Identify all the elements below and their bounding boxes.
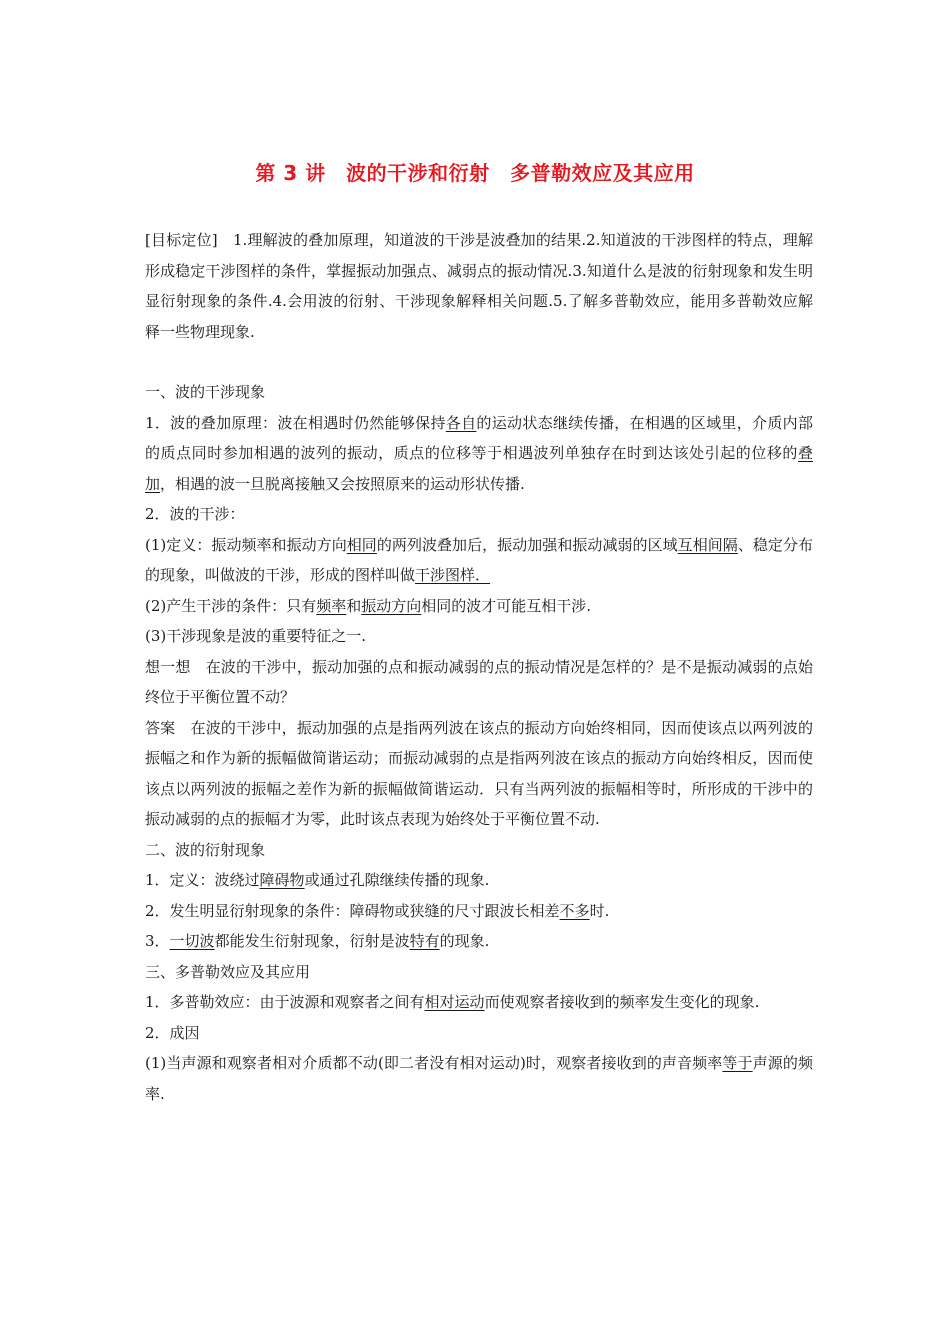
text: 2．发生明显衍射现象的条件：障碍物或狭缝的尺寸跟波长相差 <box>145 901 560 920</box>
text: 的现象. <box>439 932 490 950</box>
blank-answer: 不多 <box>559 901 590 920</box>
text: 1．波的叠加原理：波在相遇时仍然能够保持 <box>145 413 446 432</box>
section-heading-doppler: 三、多普勒效应及其应用 <box>145 962 311 981</box>
blank-answer: 相同 <box>346 535 377 554</box>
doppler-cause-heading: 2．成因 <box>145 1023 200 1042</box>
text: 和 <box>346 596 362 615</box>
blank-answer: 叠加 <box>145 444 813 493</box>
blank-answer: 干涉图样． <box>415 566 491 584</box>
text: 3． <box>145 932 170 950</box>
superposition-principle <box>145 408 813 500</box>
blank-answer: 各自 <box>445 413 477 432</box>
text: 的运动状态继续传播，在相遇的区域里，介质内部的质点同时参加相遇的波列的振动，质点的位移等于相遇波列单独存在时到达该处引起的位移的 <box>145 413 813 462</box>
interference-feature: (3)干涉现象是波的重要特征之一. <box>145 627 367 645</box>
doppler-cause-1 <box>145 1048 813 1109</box>
think-question: 想一想 在波的干涉中，振动加强的点和振动减弱的点的振动情况是怎样的？是不是振动减弱的点始终位于平衡位置不动？ <box>145 657 813 706</box>
blank-answer: 相对运动 <box>424 993 485 1011</box>
diffraction-universality <box>145 926 813 957</box>
section-heading-diffraction: 二、波的衍射现象 <box>145 840 266 859</box>
document-body <box>145 225 813 1109</box>
text: 或通过孔隙继续传播的现象. <box>304 871 490 889</box>
learning-objectives: [目标定位] 1.理解波的叠加原理，知道波的干涉是波叠加的结果.2.知道波的干涉图样的特点，理解形成稳定干涉图样的条件，掌握振动加强点、减弱点的振动情况.3.知道什么是波的衍射现象和发生明显衍射现象的条件.4.会用波的衍射、干涉现象解释相关问题.5.了解多普勒效应，能用多普勒效应解释一些物理现象. <box>145 231 813 341</box>
text: 、稳定分布的现象，叫做波的干涉，形成的图样叫做 <box>145 535 813 584</box>
text: 时. <box>589 901 610 920</box>
page-title: 第 3 讲 波的干涉和衍射 多普勒效应及其应用 <box>255 161 695 185</box>
interference-definition <box>145 530 813 591</box>
text: (2)产生干涉的条件：只有 <box>145 596 317 615</box>
blank-answer: 特有 <box>409 932 440 950</box>
text: 都能发生衍射现象，衍射是波 <box>214 932 410 950</box>
text: 相同的波才可能互相干涉. <box>421 596 592 615</box>
diffraction-condition <box>145 896 813 927</box>
blank-answer: 一切波 <box>169 932 215 950</box>
doppler-definition <box>145 987 813 1018</box>
answer-paragraph: 答案 在波的干涉中，振动加强的点是指两列波在该点的振动方向始终相同，因而使该点以两列波的振幅之和作为新的振幅做简谐运动；而振动减弱的点是指两列波在该点的振动方向始终相反，因而使该点以两列波的振幅之差作为新的振幅做简谐运动．只有当两列波的振幅相等时，所形成的干涉中的振动减弱的点的振幅才为零，此时该点表现为始终处于平衡位置不动. <box>145 718 813 828</box>
diffraction-definition <box>145 865 813 896</box>
text: 1．多普勒效应：由于波源和观察者之间有 <box>145 993 425 1011</box>
text: 而使观察者接收到的频率发生变化的现象. <box>484 993 760 1011</box>
blank-answer: 互相间隔 <box>677 535 738 554</box>
text: (1)当声源和观察者相对介质都不动(即二者没有相对运动)时，观察者接收到的声音频率 <box>145 1054 723 1072</box>
interference-subheading: 2．波的干涉： <box>145 505 245 523</box>
blank-answer: 振动方向 <box>361 596 422 615</box>
spacer <box>145 347 813 377</box>
text: 1．定义：波绕过 <box>145 871 260 889</box>
text: 声源的频率. <box>145 1054 813 1103</box>
blank-answer: 障碍物 <box>259 871 305 889</box>
section-heading-interference: 一、波的干涉现象 <box>145 383 266 401</box>
interference-conditions <box>145 591 813 622</box>
blank-answer: 频率 <box>316 596 347 615</box>
text: ，相遇的波一旦脱离接触又会按照原来的运动形状传播. <box>160 474 525 493</box>
text: (1)定义：振动频率和振动方向 <box>145 535 347 554</box>
text: 的两列波叠加后，振动加强和振动减弱的区域 <box>376 535 678 554</box>
blank-answer: 等于 <box>722 1054 753 1072</box>
